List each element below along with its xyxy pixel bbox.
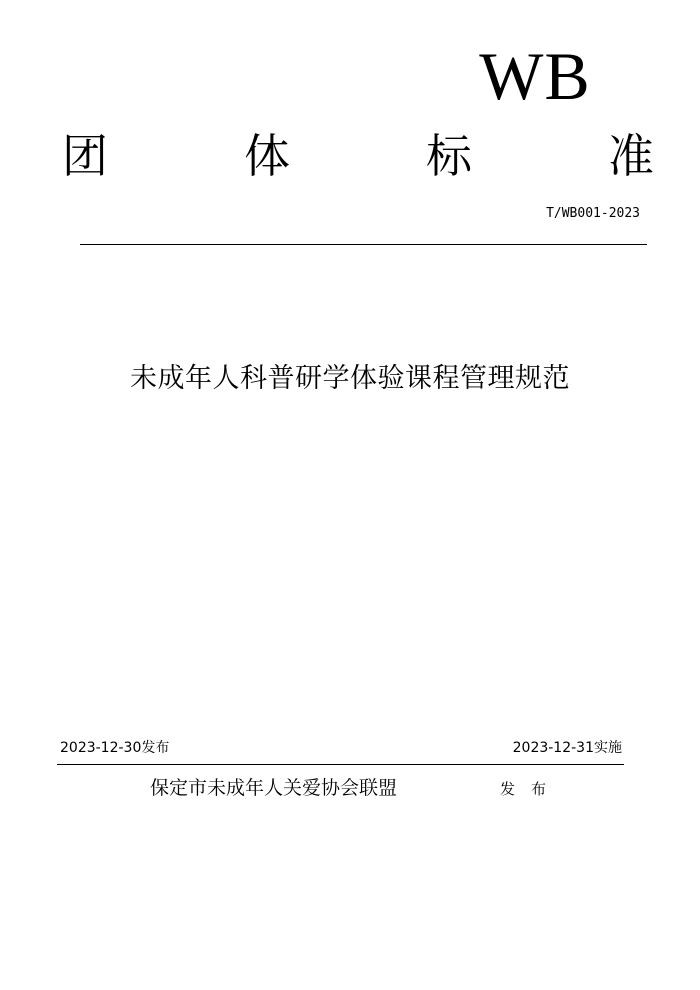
date-row	[60, 739, 622, 757]
standard-mark: WB	[479, 38, 591, 114]
standard-number: T/WB001-2023	[546, 206, 640, 221]
category-char-3: 标	[426, 129, 472, 183]
issuer-name: 保定市未成年人关爱协会联盟	[150, 777, 398, 799]
release-date: 2023-12-30发布	[60, 740, 170, 756]
issue-label: 发布	[500, 780, 563, 798]
top-divider	[80, 244, 647, 245]
category-char-4: 准	[608, 129, 654, 183]
effective-date: 2023-12-31实施	[512, 740, 622, 756]
category-char-2: 体	[244, 129, 290, 183]
document-title: 未成年人科普研学体验课程管理规范	[130, 363, 570, 394]
bottom-divider	[57, 764, 624, 765]
category-char-1: 团	[62, 129, 108, 183]
standard-category-title	[62, 128, 654, 184]
